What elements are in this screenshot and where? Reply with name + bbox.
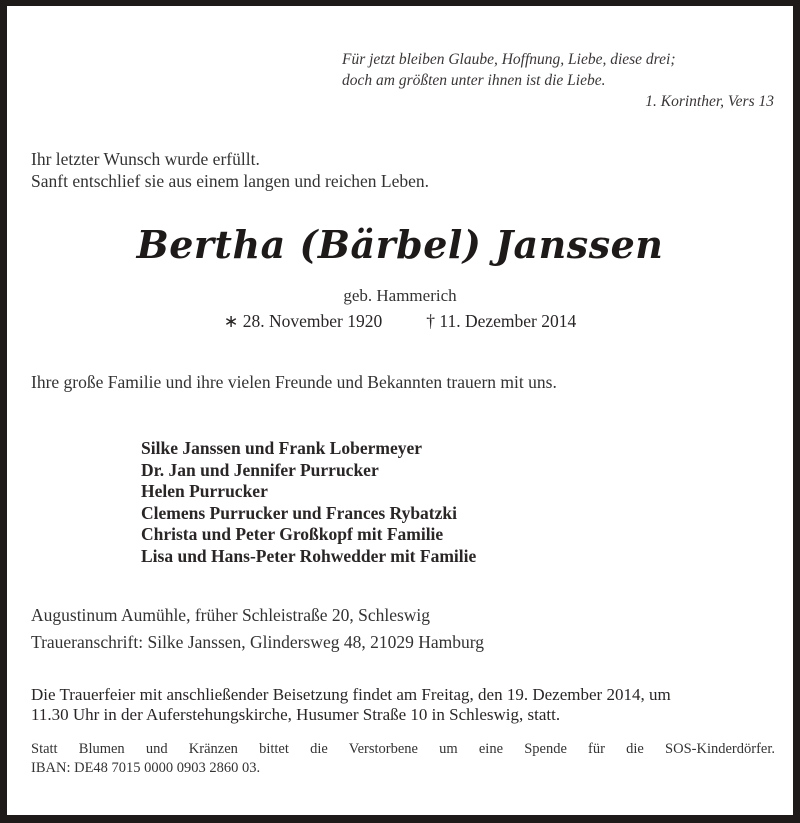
donation-request [31,740,775,778]
death-date: † 11. Dezember 2014 [426,311,577,331]
mourner-entry: Clemens Purrucker und Frances Rybatzki [141,502,457,523]
intro-line: Sanft entschlief sie aus einem langen und reichen Leben. [31,171,429,191]
verse-line: Für jetzt bleiben Glaube, Hoffnung, Liebe, diese drei; [342,51,676,68]
intro-line: Ihr letzter Wunsch wurde erfüllt. [31,149,260,169]
bible-verse [342,49,774,112]
mourner-entry: Helen Purrucker [141,481,268,502]
iban-line: IBAN: DE48 7015 0000 0903 2860 03. [31,760,261,776]
service-line: Die Trauerfeier mit anschließender Beisetzung findet am Freitag, den 19. Dezember 2014, um [31,685,671,704]
residence-address: Augustinum Aumühle, früher Schleistraße 20, Schleswig [31,605,431,625]
verse-reference: 1. Korinther, Vers 13 [645,93,774,110]
funeral-service-info [31,685,775,725]
condolence-address: Traueranschrift: Silke Janssen, Glindersweg 48, 21029 Hamburg [31,632,484,652]
mourner-entry: Christa und Peter Großkopf mit Familie [141,524,444,545]
mourner-entry: Lisa und Hans-Peter Rohwedder mit Familie [141,545,477,566]
mourning-statement: Ihre große Familie und ihre vielen Freunde und Bekannten trauern mit uns. [31,372,557,392]
deceased-name: Bertha (Bärbel) Janssen [136,222,664,267]
mourner-entry: Silke Janssen und Frank Lobermeyer [141,438,422,458]
life-dates [7,310,793,332]
birth-date: ∗ 28. November 1920 [223,311,383,331]
donation-line: Statt Blumen und Kränzen bittet die Verstorbene um eine Spende für die SOS-Kinderdörfer. [31,741,775,757]
intro-text [31,148,429,192]
mourners-list [141,438,476,568]
maiden-name: geb. Hammerich [343,286,457,305]
mourner-entry: Dr. Jan und Jennifer Purrucker [141,459,379,480]
verse-line: doch am größten unter ihnen ist die Liebe. [342,72,606,89]
service-line: 11.30 Uhr in der Auferstehungskirche, Husumer Straße 10 in Schleswig, statt. [31,705,561,724]
